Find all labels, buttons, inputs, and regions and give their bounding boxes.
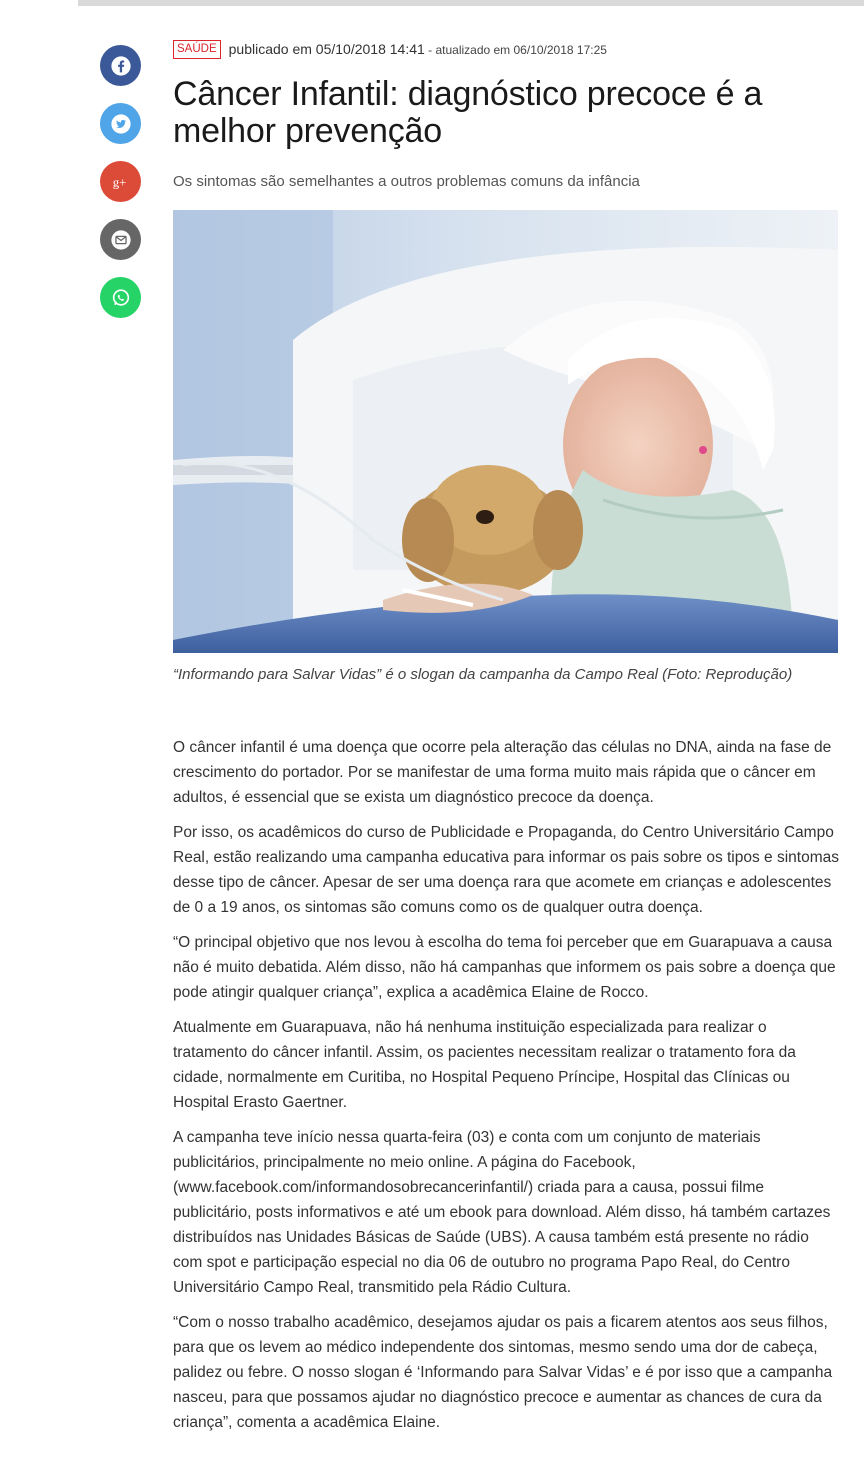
photo-caption: “Informando para Salvar Vidas” é o slogan da campanha da Campo Real (Foto: Reprodução) [173,666,793,683]
article-paragraph: Atualmente em Guarapuava, não há nenhuma instituição especializada para realizar o tratamento do câncer infantil. Assim, os pacientes necessitam realizar o tratamento fora da cidade, normalmente em Curitiba, no Hospital Pequeno Príncipe, Hospital das Clínicas ou Hospital Erasto Gaertner. [173,1019,796,1111]
facebook-share-button[interactable] [100,45,141,86]
twitter-icon [110,113,132,135]
top-bar [78,0,864,6]
svg-text:g+: g+ [112,175,126,190]
google-plus-icon [110,171,132,193]
share-bar [100,45,141,335]
email-icon [110,229,132,251]
article-meta [173,40,607,59]
article-paragraph: A campanha teve início nessa quarta-feira (03) e conta com um conjunto de materiais publicitários, principalmente no meio online. A página do Facebook, (www.facebook.com/informandosobrecancerinfantil/) criada para a causa, possui filme publicitário, posts informativos e até um ebook para download. Além disso, há também cartazes distribuídos nas Unidades Básicas de Saúde (UBS). A causa também está presente no rádio com spot e participação especial no dia 06 de outubro no programa Papo Real, do Centro Universitário Campo Real, transmitido pela Rádio Cultura. [173,1129,831,1296]
twitter-share-button[interactable] [100,103,141,144]
whatsapp-share-button[interactable] [100,277,141,318]
article-paragraph: “O principal objetivo que nos levou à escolha do tema foi perceber que em Guarapuava a causa não é muito debatida. Além disso, não há campanhas que informem os pais sobre a doença que pode atingir qualquer criança”, explica a acadêmica Elaine de Rocco. [173,934,836,1001]
email-share-button[interactable] [100,219,141,260]
article-body [173,735,841,1445]
google-plus-share-button[interactable] [100,161,141,202]
article-subtitle: Os sintomas são semelhantes a outros problemas comuns da infância [173,173,640,190]
article-title: Câncer Infantil: diagnóstico precoce é a melhor prevenção [173,75,763,150]
category-badge[interactable]: SAÚDE [173,40,221,59]
article-paragraph: Por isso, os acadêmicos do curso de Publicidade e Propaganda, do Centro Universitário Campo Real, estão realizando uma campanha educativa para informar os pais sobre os tipos e sintomas desse tipo de câncer. Apesar de ser uma doença rara que acomete em crianças e adolescentes de 0 a 19 anos, os sintomas são comuns como os de qualquer outra doença. [173,824,840,916]
whatsapp-icon [110,287,132,309]
updated-date: - atualizado em 06/10/2018 17:25 [424,43,607,57]
article-photo [173,210,838,653]
article-paragraph: O câncer infantil é uma doença que ocorre pela alteração das células no DNA, ainda na fase de crescimento do portador. Por se manifestar de uma forma muito mais rápida que o câncer em adultos, é essencial que se exista um diagnóstico precoce da doença. [173,739,832,806]
published-date: publicado em 05/10/2018 14:41 [228,41,425,57]
article-paragraph: “Com o nosso trabalho acadêmico, desejamos ajudar os pais a ficarem atentos aos seus filhos, para que os levem ao médico independente dos sintomas, mesmo sendo uma dor de cabeça, palidez ou febre. O nosso slogan é ‘Informando para Salvar Vidas’ e é por isso que a campanha nasceu, para que possamos ajudar no diagnóstico precoce e aumentar as chances de cura da criança”, comenta a acadêmica Elaine. [173,1314,833,1431]
facebook-icon [110,55,132,77]
